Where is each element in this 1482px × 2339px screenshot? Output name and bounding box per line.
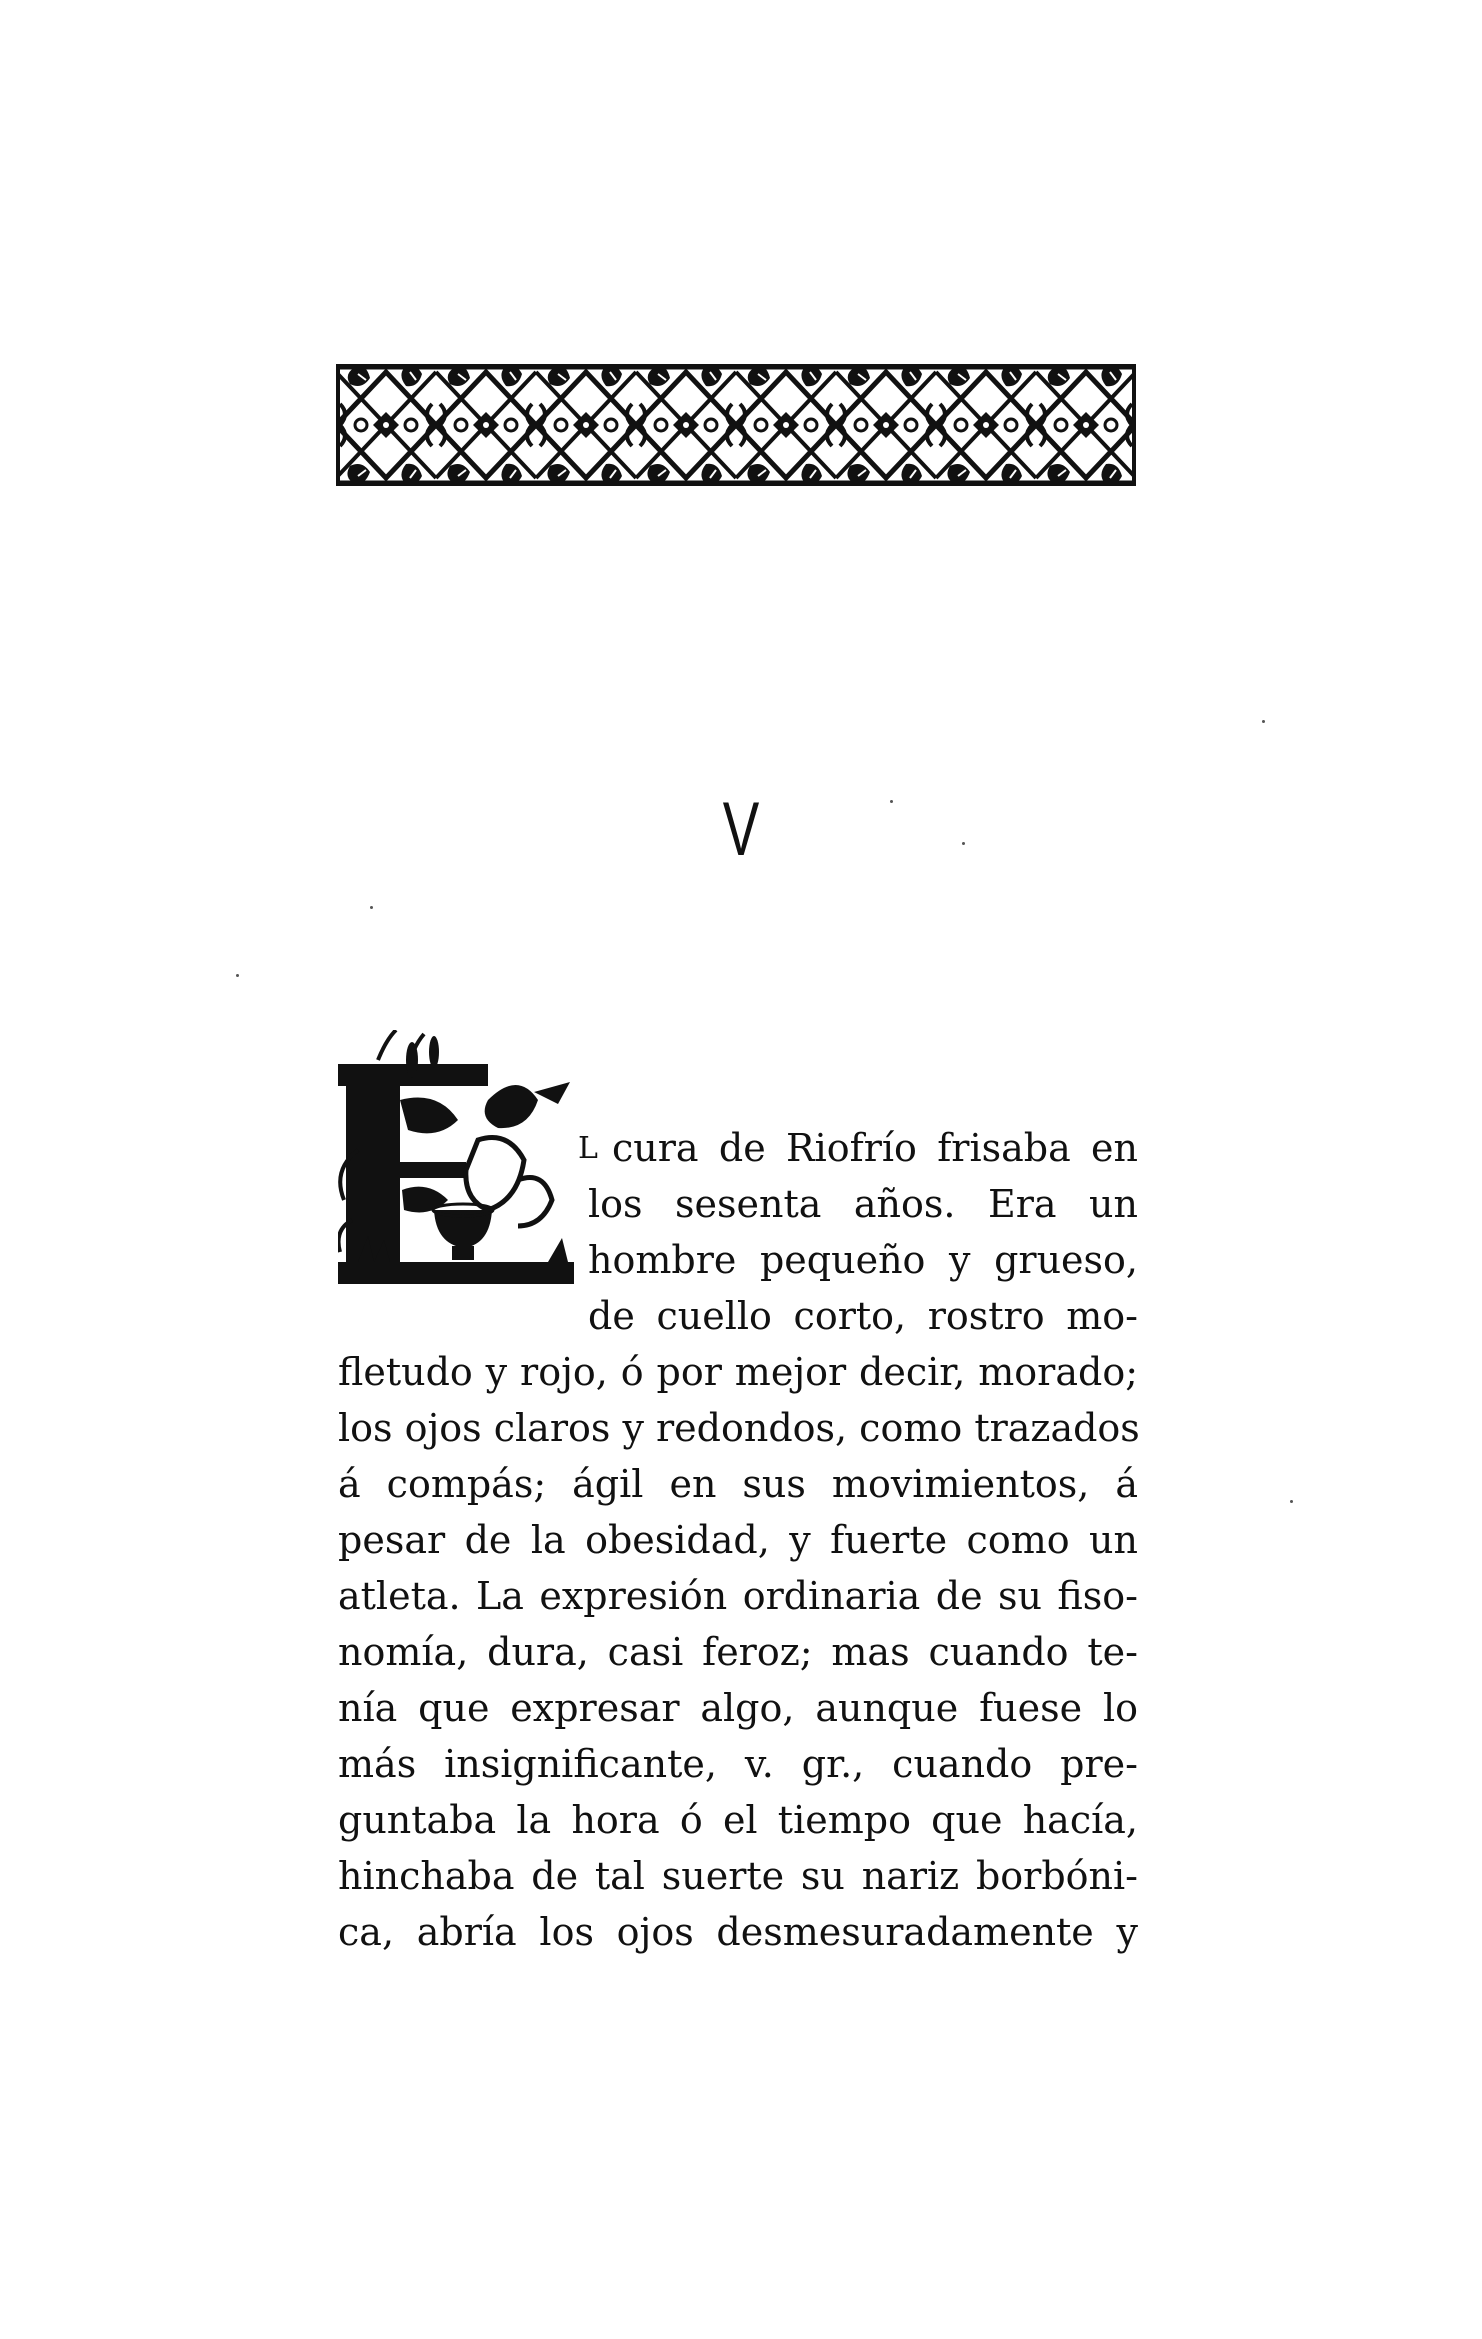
text-line-12: más insignificante, v. gr., cuando pre-: [338, 1742, 1138, 1786]
scan-speck: [890, 800, 893, 803]
text-line-9: atleta. La expresión ordinaria de su fiso-: [338, 1574, 1138, 1618]
scan-speck: [962, 842, 965, 845]
scan-speck: [1290, 1500, 1293, 1503]
text-line-2: los sesenta años. Era un: [588, 1182, 1138, 1226]
drop-cap-word-remainder: L: [578, 1131, 600, 1166]
scan-speck: [236, 974, 239, 977]
chapter-number: V: [722, 787, 760, 872]
text-line-10: nomía, dura, casi feroz; mas cuando te-: [338, 1630, 1138, 1674]
text-line-6: los ojos claros y redondos, como trazados: [338, 1406, 1140, 1450]
text-line-11: nía que expresar algo, aunque fuese lo: [338, 1686, 1138, 1730]
illustrated-drop-cap-E: [338, 1030, 588, 1300]
text-line-3: hombre pequeño y grueso,: [588, 1238, 1138, 1282]
text-line-14: hinchaba de tal suerte su nariz borbóni-: [338, 1854, 1138, 1898]
text-line-15: ca, abría los ojos desmesuradamente y: [338, 1910, 1138, 1954]
text-line-7: á compás; ágil en sus movimientos, á: [338, 1462, 1138, 1506]
scan-speck: [1262, 720, 1265, 723]
ornamental-headpiece: [336, 364, 1136, 486]
text-line-13: guntaba la hora ó el tiempo que hacía,: [338, 1798, 1138, 1842]
text-line-1: cura de Riofrío frisaba en: [612, 1126, 1138, 1170]
text-line-5: fletudo y rojo, ó por mejor decir, morado;: [338, 1350, 1138, 1394]
text-line-8: pesar de la obesidad, y fuerte como un: [338, 1518, 1138, 1562]
text-line-4: de cuello corto, rostro mo-: [588, 1294, 1138, 1338]
scan-speck: [370, 906, 373, 909]
